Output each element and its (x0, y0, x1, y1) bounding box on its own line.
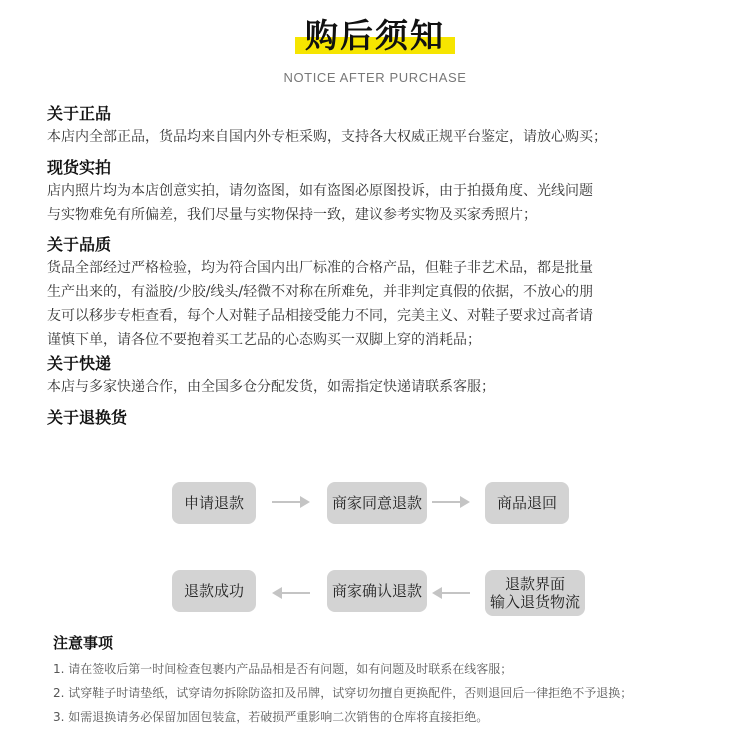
section-text: 货品全部经过严格检验，均为符合国内出厂标准的合格产品，但鞋子非艺术品，都是批量 (47, 260, 593, 276)
section-text: 与实物难免有所偏差，我们尽量与实物保持一致，建议参考实物及买家秀照片； (47, 207, 537, 223)
section-returns (47, 407, 707, 429)
section-genuine (47, 103, 707, 149)
section-quality (47, 234, 707, 352)
section-heading: 关于正品 (47, 104, 112, 123)
flow-step-merchant-confirm: 商家确认退款 (327, 570, 427, 612)
notice-item: 3. 如需退换请务必保留加固包装盒，若破损严重影响二次销售的仓库将直接拒绝。 (53, 710, 489, 724)
arrow-left-icon (272, 587, 310, 599)
page-title-text: 购后须知 (305, 16, 445, 55)
notice-title: 注意事项 (53, 634, 114, 652)
section-heading: 关于品质 (47, 235, 112, 254)
notice-item: 2. 试穿鞋子时请垫纸，试穿请勿拆除防盗扣及吊牌，试穿切勿擅自更换配件，否则退回后一律拒绝不予退换； (53, 686, 633, 700)
flow-step-goods-returned: 商品退回 (485, 482, 569, 524)
arrow-left-icon (432, 587, 470, 599)
flow-step-text: 输入退货物流 (489, 593, 580, 611)
flow-step-enter-tracking (485, 570, 585, 616)
section-text: 本店内全部正品，货品均来自国内外专柜采购，支持各大权威正规平台鉴定，请放心购买； (47, 129, 607, 145)
section-heading: 现货实拍 (47, 158, 112, 177)
arrow-right-icon (432, 496, 470, 508)
page-subtitle: NOTICE AFTER PURCHASE (283, 70, 467, 85)
notice-item: 1. 请在签收后第一时间检查包裹内产品品相是否有问题，如有问题及时联系在线客服； (53, 662, 513, 676)
section-delivery (47, 353, 707, 399)
section-text: 友可以移步专柜查看，每个人对鞋子品相接受能力不同，完美主义、对鞋子要求过高者请 (47, 308, 593, 324)
section-text: 店内照片均为本店创意实拍，请勿盗图，如有盗图必原图投诉，由于拍摄角度、光线问题 (47, 183, 593, 199)
section-real-photos (47, 157, 707, 227)
arrow-right-icon (272, 496, 310, 508)
flow-step-apply-refund: 申请退款 (172, 482, 256, 524)
section-heading: 关于快递 (47, 354, 112, 373)
section-heading: 关于退换货 (47, 408, 128, 427)
flow-step-refund-success: 退款成功 (172, 570, 256, 612)
header (0, 14, 750, 58)
flow-step-merchant-agree: 商家同意退款 (327, 482, 427, 524)
flow-step-text: 退款界面 (504, 575, 565, 593)
page-title (301, 14, 449, 58)
section-text: 生产出来的，有溢胶/少胶/线头/轻微不对称在所难免，并非判定真假的依据，不放心的朋 (47, 284, 594, 300)
section-text: 谨慎下单，请各位不要抱着买工艺品的心态购买一双脚上穿的消耗品； (47, 332, 481, 348)
section-text: 本店与多家快递合作，由全国多仓分配发货，如需指定快递请联系客服； (47, 379, 495, 395)
